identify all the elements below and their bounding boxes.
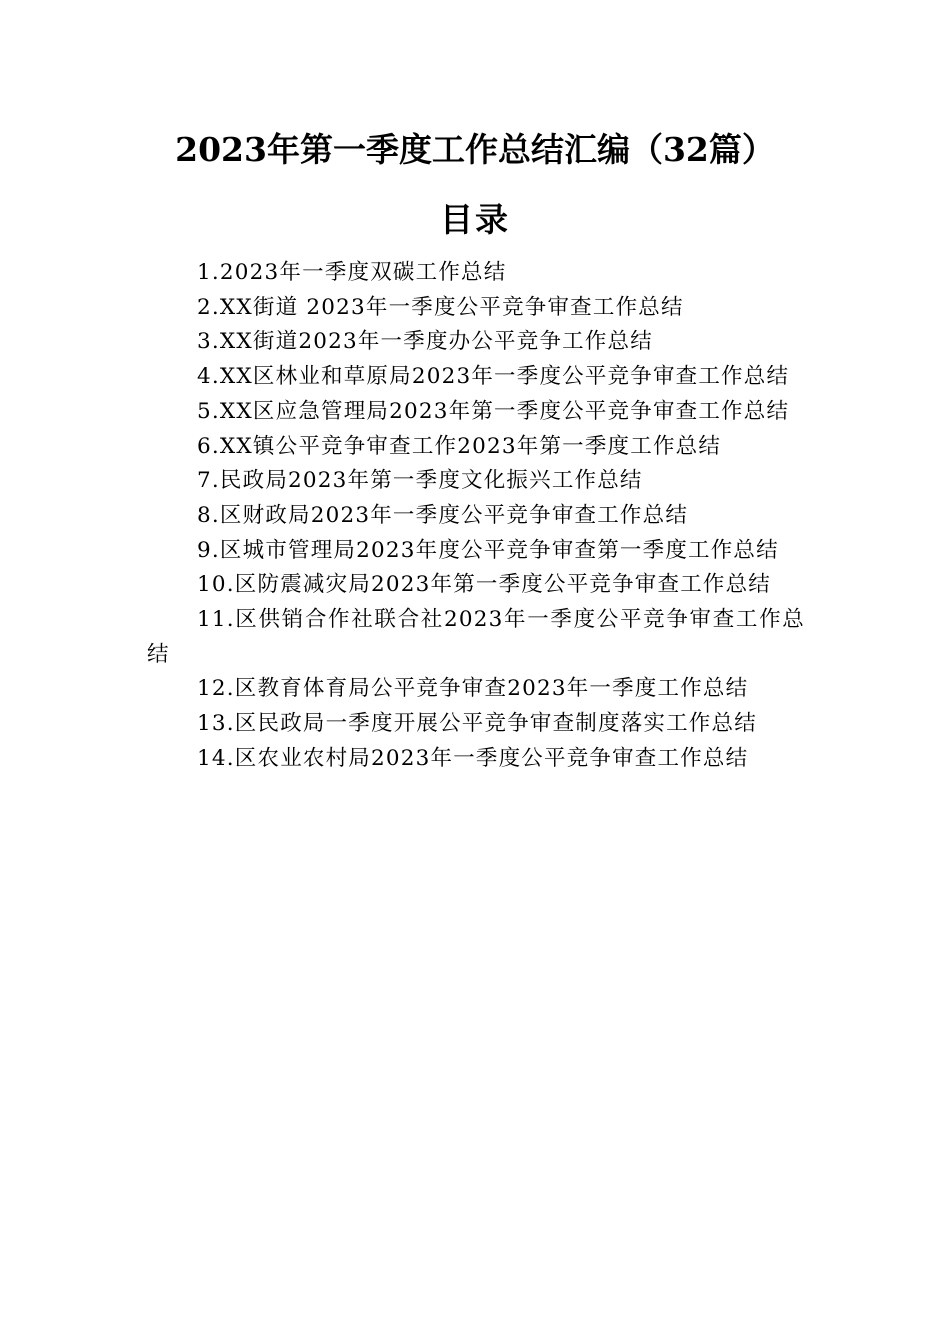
toc-item-8[interactable]: 8.区财政局2023年一季度公平竞争审查工作总结 — [197, 502, 689, 528]
toc-item-12[interactable]: 12.区教育体育局公平竞争审查2023年一季度工作总结 — [197, 676, 749, 702]
toc-item-11[interactable]: 11.区供销合作社联合社2023年一季度公平竞争审查工作总结 — [147, 607, 805, 667]
toc-item-9[interactable]: 9.区城市管理局2023年度公平竞争审查第一季度工作总结 — [197, 537, 779, 563]
toc-item-10[interactable]: 10.区防震减灾局2023年第一季度公平竞争审查工作总结 — [197, 572, 772, 598]
toc-item-13[interactable]: 13.区民政局一季度开展公平竞争审查制度落实工作总结 — [197, 711, 757, 737]
toc-item-5[interactable]: 5.XX区应急管理局2023年第一季度公平竞争审查工作总结 — [197, 398, 790, 424]
toc-heading: 目录 — [440, 200, 510, 239]
toc-item-14[interactable]: 14.区农业农村局2023年一季度公平竞争审查工作总结 — [197, 745, 749, 771]
document-title: 2023年第一季度工作总结汇编（32篇） — [175, 130, 775, 169]
toc-item-3[interactable]: 3.XX街道2023年一季度办公平竞争工作总结 — [197, 329, 653, 355]
toc-item-1[interactable]: 1.2023年一季度双碳工作总结 — [197, 260, 507, 285]
toc-item-4[interactable]: 4.XX区林业和草原局2023年一季度公平竞争审查工作总结 — [197, 364, 790, 390]
toc-item-7[interactable]: 7.民政局2023年第一季度文化振兴工作总结 — [197, 468, 643, 494]
toc-item-6[interactable]: 6.XX镇公平竞争审查工作2023年第一季度工作总结 — [197, 433, 722, 459]
toc-item-2[interactable]: 2.XX街道 2023年一季度公平竞争审查工作总结 — [197, 294, 684, 320]
toc-list — [147, 256, 805, 777]
